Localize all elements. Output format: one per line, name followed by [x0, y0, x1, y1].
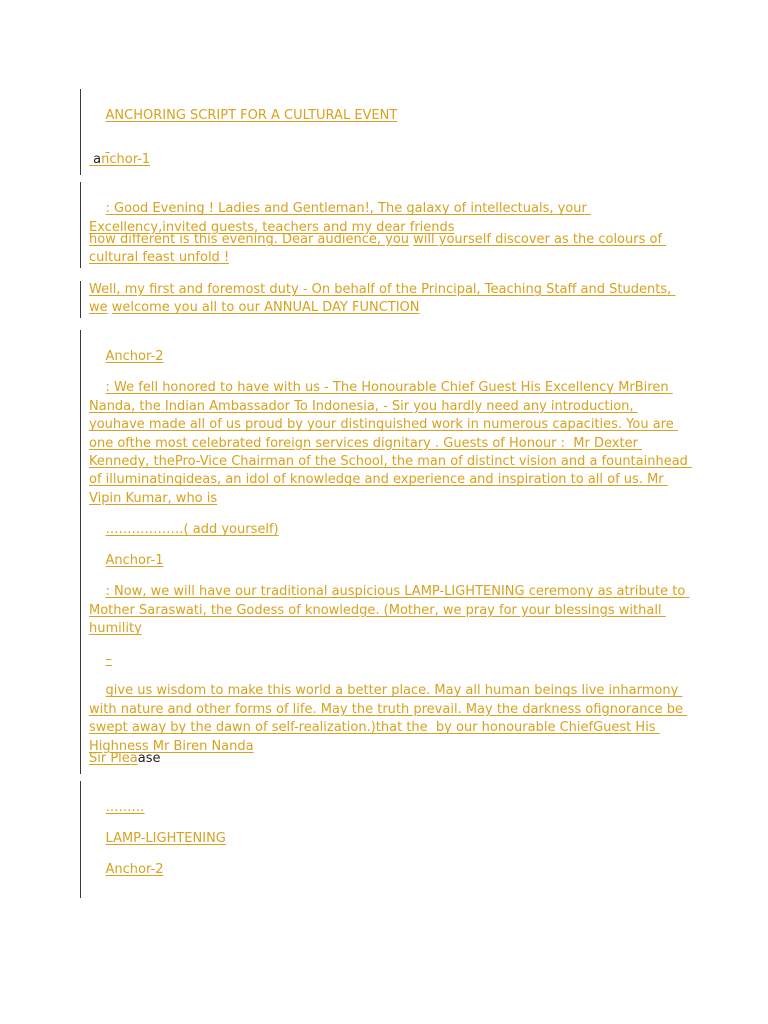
lamp-lightening-text: LAMP-LIGHTENING [105, 831, 226, 847]
evening-text-b: will yourself discover as the colours of cultural feast unfold ! [89, 232, 667, 266]
evening-text-a: how different is this evening. Dear audience, you [89, 232, 410, 247]
anchor-1-heading [80, 151, 689, 169]
anchor-2b-text: Anchor-2 [105, 862, 164, 878]
duty-paragraph [80, 281, 689, 318]
anchor-1-first-char: a [89, 152, 102, 167]
lamp-text: : Now, we will have our traditional auspicious LAMP-LIGHTENING ceremony as atribute to Mother Saraswati, the Godess of knowledge. (Mother, we pray for your blessings withall humility [89, 584, 690, 637]
add-yourself-text: ………………( add yourself) [105, 522, 279, 538]
anchor-1-rest: nchor-1 [101, 152, 151, 167]
anchor-2-text: Anchor-2 [105, 349, 164, 365]
sir-please-paragraph [80, 750, 689, 768]
anchor-1b-text: Anchor-1 [105, 553, 164, 569]
dots-text: ……… [105, 800, 145, 816]
wisdom-text: give us wisdom to make this world a better place. May all human beings live inharmony with nature and other forms of life. May the truth prevail. May the darkness ofignorance be swept away by the dawn of self-realization.)that the by our honourable ChiefGuest His Highness Mr Biren Nanda [89, 683, 688, 754]
greeting-text: : Good Evening ! Ladies and Gentleman!, The galaxy of intellectuals, your Excellency,invited guests, teachers and my dear friends [89, 201, 591, 235]
duty-text-b: welcome you all to our ANNUAL DAY FUNCTION [111, 300, 420, 316]
duty-text-a: Well, my first and foremost duty - On behalf of the Principal, Teaching Staff and Students, we [89, 282, 676, 316]
sir-please-text-a: Sir Plea [89, 751, 138, 766]
dash-text: – [105, 652, 113, 668]
honour-paragraph [80, 361, 693, 527]
honour-text: : We fell honored to have with us - The Honourable Chief Guest His Excellency MrBiren Nanda, the Indian Ambassador To Indonesia, - Sir you hardly need any introduction, youhave made all of us proud by your distinguished work in numerous capacities. You are one ofthe most celebrated foreign services dignitary . Guests of Honour : Mr Dexter Kennedy, thePro-Vice Chairman of the School, the man of distinct vision and a fountainhead of illuminatingideas, an idol of knowledge and experience and inspiration to all of us. Mr Vipin Kumar, who is [89, 380, 693, 506]
title-text: ANCHORING SCRIPT FOR A CULTURAL EVENT [105, 108, 398, 124]
sir-please-text-b: ase [137, 751, 161, 766]
anchor-2b-heading [80, 843, 689, 898]
evening-paragraph [80, 231, 689, 268]
